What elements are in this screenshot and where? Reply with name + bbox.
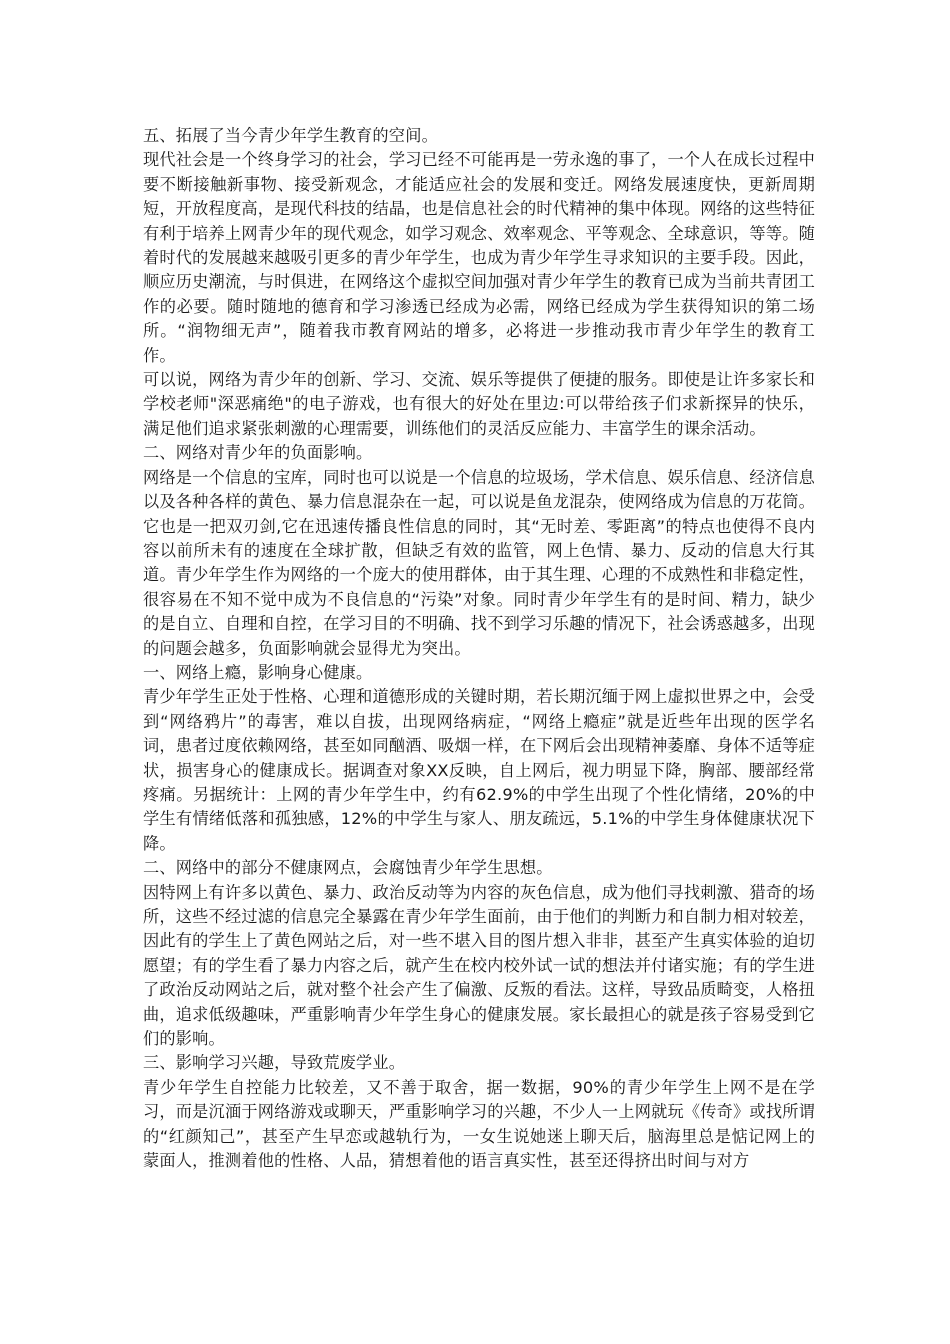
section-heading-five: 五、拓展了当今青少年学生教育的空间。 <box>143 126 438 145</box>
document-body <box>143 124 815 1173</box>
section-heading-negative-impact: 二、网络对青少年的负面影响。 <box>143 443 373 463</box>
section-heading-unhealthy-sites: 二、网络中的部分不健康网点，会腐蚀青少年学生思想。 <box>143 858 553 878</box>
section-heading-addiction: 一、网络上瘾，影响身心健康。 <box>143 662 373 682</box>
paragraph-information-garbage: 网络是一个信息的宝库，同时也可以说是一个信息的垃圾场，学术信息、娱乐信息、经济信息以及各种各样的黄色、暴力信息混杂在一起，可以说是鱼龙混杂，使网络成为信息的万花筒。它也是一把双刃剑,它在迅速传播良性信息的同时，其“无时差、零距离”的特点也使得不良内容以前所未有的速度在全球扩散，但缺乏有效的监管，网上色情、暴力、反动的信息大行其道。青少年学生作为网络的一个庞大的使用群体，由于其生理、心理的不成熟性和非稳定性，很容易在不知不觉中成为不良信息的“污染”对象。同时青少年学生有的是时间、精力，缺少的是自立、自理和自控，在学习目的不明确、找不到学习乐趣的情况下，社会诱惑越多，出现的问题会越多，负面影响就会显得尤为突出。 <box>143 467 815 658</box>
paragraph-unhealthy-sites: 因特网上有许多以黄色、暴力、政治反动等为内容的灰色信息，成为他们寻找刺激、猎奇的场所，这些不经过滤的信息完全暴露在青少年学生面前，由于他们的判断力和自制力相对较差，因此有的学生上了黄色网站之后，对一些不堪入目的图片想入非非，甚至产生真实体验的迫切愿望；有的学生看了暴力内容之后，就产生在校内校外试一试的想法并付诸实施；有的学生进了政治反动网站之后，就对整个社会产生了偏激、反叛的看法。这样，导致品质畸变，人格扭曲，追求低级趣味，严重影响青少年学生身心的健康发展。家长最担心的就是孩子容易受到它们的影响。 <box>143 882 815 1049</box>
paragraph-convenient-services: 可以说，网络为青少年的创新、学习、交流、娱乐等提供了便捷的服务。即使是让许多家长和学校老师"深恶痛绝"的电子游戏，也有很大的好处在里边:可以带给孩子们求新探异的快乐，满足他们追求紧张刺激的心理需要，训练他们的灵活反应能力、丰富学生的课余活动。 <box>143 370 815 438</box>
paragraph-study-interest: 青少年学生自控能力比较差，又不善于取舍，据一数据，90%的青少年学生上网不是在学习，而是沉湎于网络游戏或聊天，严重影响学习的兴趣，不少人一上网就玩《传奇》或找所谓的“红颜知己”，甚至产生早恋或越轨行为，一女生说她迷上聊天后，脑海里总是惦记网上的蒙面人，推测着他的性格、人品，猜想着他的语言真实性，甚至还得挤出时间与对方 <box>143 1077 815 1171</box>
section-heading-study-interest: 三、影响学习兴趣，导致荒废学业。 <box>143 1053 406 1073</box>
paragraph-addiction-health: 青少年学生正处于性格、心理和道德形成的关键时期，若长期沉缅于网上虚拟世界之中，会受到“网络鸦片”的毒害，难以自拔，出现网络病症，“网络上瘾症”就是近些年出现的医学名词，患者过度依赖网络，甚至如同酗酒、吸烟一样，在下网后会出现精神萎靡、身体不适等症状，损害身心的健康成长。据调查对象XX反映，自上网后，视力明显下降，胸部、腰部经常疼痛。另据统计：上网的青少年学生中，约有62.9%的中学生出现了个性化情绪，20%的中学生有情绪低落和孤独感，12%的中学生与家人、朋友疏远，5.1%的中学生身体健康状况下降。 <box>143 687 815 853</box>
paragraph-lifelong-learning: 现代社会是一个终身学习的社会，学习已经不可能再是一劳永逸的事了，一个人在成长过程中要不断接触新事物、接受新观念，才能适应社会的发展和变迁。网络发展速度快，更新周期短，开放程度高，是现代科技的结晶，也是信息社会的时代精神的集中体现。网络的这些特征有利于培养上网青少年的现代观念，如学习观念、效率观念、平等观念、全球意识，等等。随着时代的发展越来越吸引更多的青少年学生，也成为青少年学生寻求知识的主要手段。因此，顺应历史潮流，与时俱进，在网络这个虚拟空间加强对青少年学生的教育已成为当前共青团工作的必要。随时随地的德育和学习渗透已经成为必需，网络已经成为学生获得知识的第二场所。“润物细无声”，随着我市教育网站的增多，必将进一步推动我市青少年学生的教育工作。 <box>143 150 815 365</box>
